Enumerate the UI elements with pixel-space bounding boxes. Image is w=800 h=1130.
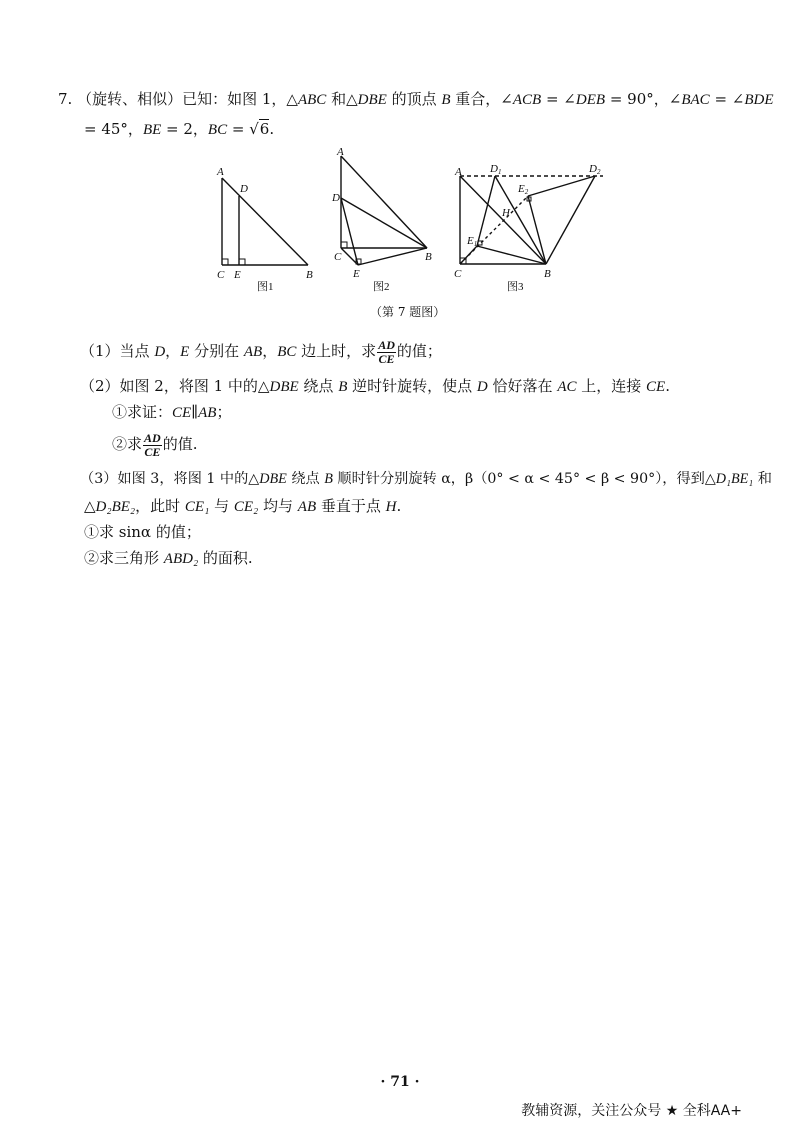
fig2-label-b: B	[425, 251, 432, 263]
fig2-segment-ab	[341, 156, 427, 248]
part-3-line-2: △D₂BE₂，此时 CE₁ 与 CE₂ 均与 AB 垂直于点 H.	[84, 497, 402, 515]
fig2-segment-de	[341, 198, 358, 265]
part-1: （1）当点 D，E 分别在 AB，BC 边上时，求 $\frac{AD}{CE}$ 的值；	[80, 337, 442, 366]
fig1-segment-ab	[222, 178, 308, 265]
problem-tag: （旋转、相似）	[77, 90, 183, 108]
fig3-label-c: C	[454, 268, 462, 280]
fig1-label-b: B	[306, 269, 313, 281]
problem-stem-line-1: 7. （旋转、相似）已知：如图 1，△ABC 和△DBE 的顶点 B 重合，∠ACB = ∠DEB = 90°，∠BAC = ∠BDE	[58, 90, 774, 108]
problem-stem-line-2: = 45°，BE = 2，BC = √6.	[84, 120, 275, 138]
fig3-label-d2: D2	[589, 163, 601, 176]
figure-3	[460, 176, 603, 264]
part-2-question-2: ②求 $\frac{AD}{CE}$ 的值.	[112, 430, 198, 459]
fig3-label-b: B	[544, 268, 551, 280]
fig3-label-e2: E2	[518, 183, 529, 196]
fig1-label-d: D	[240, 183, 248, 195]
part-2-question-1: ①求证：CE∥AB；	[112, 403, 232, 421]
fig2-right-angle-c	[341, 242, 347, 248]
part-3-question-1: ①求 sinα 的值；	[84, 523, 201, 541]
fig3-label-a: A	[455, 166, 462, 178]
page-number: · 71 ·	[380, 1074, 420, 1090]
fig2-segment-db	[341, 198, 427, 248]
fig1-right-angle-e	[239, 259, 245, 265]
fig3-segment-ce1	[460, 246, 477, 264]
fig1-caption: 图1	[257, 281, 274, 293]
part-2: （2）如图 2，将图 1 中的△DBE 绕点 B 逆时针旋转，使点 D 恰好落在 AC 上，连接 CE.	[80, 377, 670, 395]
fig1-right-angle-c	[222, 259, 228, 265]
fraction-ad-over-ce: $\frac{AD}{CE}$	[378, 337, 395, 366]
fig3-segment-e1b	[477, 246, 546, 264]
fig1-label-e: E	[234, 269, 241, 281]
part-3: （3）如图 3，将图 1 中的△DBE 绕点 B 顺时针分别旋转 α，β（0° < α < 45° < β < 90°），得到△D₁BE₁ 和	[80, 471, 772, 487]
fig1-label-c: C	[217, 269, 225, 281]
figure-2	[341, 156, 427, 265]
part-3-question-2: ②求三角形 ABD₂ 的面积.	[84, 549, 253, 567]
figure-1	[222, 178, 308, 265]
fraction-ad-over-ce-2: $\frac{AD}{CE}$	[144, 430, 161, 459]
fig1-label-a: A	[217, 166, 224, 178]
fig2-caption: 图2	[373, 281, 390, 293]
fig2-segment-eb	[358, 248, 427, 265]
fig3-label-h: H	[502, 207, 510, 219]
fig3-label-d1: D1	[490, 163, 502, 176]
fig3-segment-d1e1	[477, 176, 495, 246]
sqrt-six: 6	[259, 120, 270, 138]
footer-note: 教辅资源，关注公众号 ★ 全科AA+	[521, 1103, 742, 1119]
fig3-label-e1: E1	[467, 235, 478, 248]
fig2-label-c: C	[334, 251, 342, 263]
fig2-label-e: E	[353, 268, 360, 280]
problem-figures	[205, 148, 625, 298]
figure-caption: （第 7 题图）	[370, 305, 446, 319]
problem-number: 7.	[58, 90, 73, 108]
fig2-label-d: D	[332, 192, 340, 204]
fig2-label-a: A	[337, 148, 344, 158]
fig3-segment-d2b	[546, 176, 595, 264]
fig3-caption: 图3	[507, 281, 524, 293]
